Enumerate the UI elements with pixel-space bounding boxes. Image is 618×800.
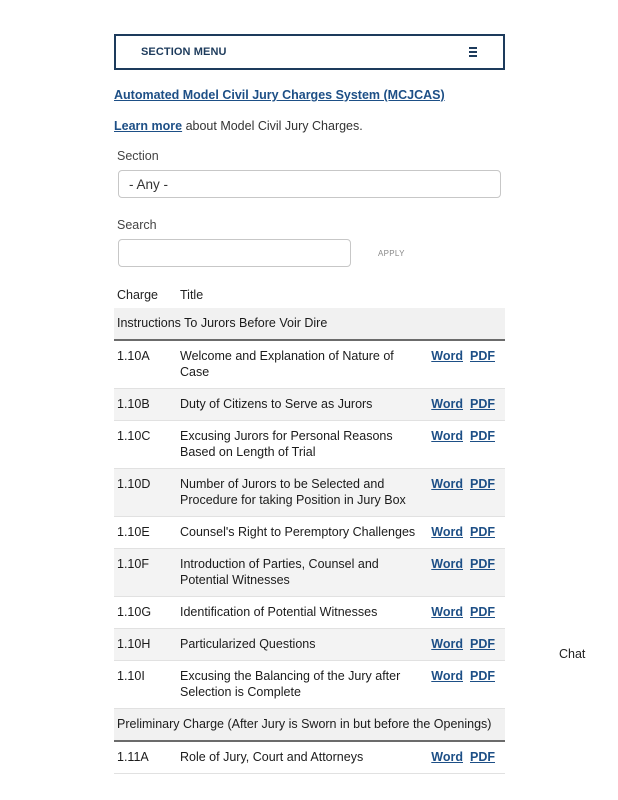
charge-title: Introduction of Parties, Counsel and Potential Witnesses: [177, 549, 428, 597]
section-select[interactable]: [118, 170, 501, 198]
chat-button[interactable]: Chat: [559, 647, 586, 661]
download-links: [428, 421, 505, 469]
charge-title: Duty of Citizens to Serve as Jurors: [177, 389, 428, 421]
charge-title: Excusing the Balancing of the Jury after Selection is Complete: [177, 661, 428, 709]
word-link[interactable]: Word: [431, 557, 463, 571]
table-row: [114, 629, 505, 661]
pdf-link[interactable]: PDF: [470, 557, 495, 571]
charge-number: 1.10D: [114, 469, 177, 517]
word-link[interactable]: Word: [431, 397, 463, 411]
table-row: [114, 469, 505, 517]
pdf-link[interactable]: PDF: [470, 637, 495, 651]
charge-number: 1.10C: [114, 421, 177, 469]
charge-title: Welcome and Explanation of Nature of Case: [177, 340, 428, 389]
section-menu-label: SECTION MENU: [141, 46, 227, 58]
table-body: [114, 308, 505, 774]
header-title: Title: [180, 288, 204, 302]
download-links: [428, 389, 505, 421]
word-link[interactable]: Word: [431, 637, 463, 651]
pdf-link[interactable]: PDF: [470, 397, 495, 411]
charge-number: 1.11A: [114, 741, 177, 774]
learn-more-link[interactable]: Learn more: [114, 119, 183, 133]
charge-number: 1.10A: [114, 340, 177, 389]
charge-title: Counsel's Right to Peremptory Challenges: [177, 517, 428, 549]
word-link[interactable]: Word: [431, 669, 463, 683]
download-links: [428, 517, 505, 549]
download-links: [428, 340, 505, 389]
header-charge: Charge: [117, 288, 158, 302]
main-content: [114, 34, 505, 774]
table-row: [114, 421, 505, 469]
pdf-link[interactable]: PDF: [470, 429, 495, 443]
table-row: [114, 741, 505, 774]
table-header-row: [114, 281, 505, 308]
charge-title: Excusing Jurors for Personal Reasons Based on Length of Trial: [177, 421, 428, 469]
charge-number: 1.10G: [114, 597, 177, 629]
charge-title: Number of Jurors to be Selected and Procedure for taking Position in Jury Box: [177, 469, 428, 517]
search-label: Search: [117, 218, 157, 232]
search-row: [114, 239, 505, 267]
pdf-link[interactable]: PDF: [470, 525, 495, 539]
section-select-value: - Any -: [129, 176, 169, 192]
download-links: [428, 597, 505, 629]
group-title: Instructions To Jurors Before Voir Dire: [114, 308, 505, 340]
download-links: [428, 741, 505, 774]
word-link[interactable]: Word: [431, 605, 463, 619]
charge-number: 1.10H: [114, 629, 177, 661]
header-links: [428, 281, 505, 308]
table-row: [114, 517, 505, 549]
download-links: [428, 661, 505, 709]
charge-title: Particularized Questions: [177, 629, 428, 661]
section-filter-label: Section: [117, 149, 159, 163]
table-row: [114, 389, 505, 421]
apply-button[interactable]: APPLY: [378, 248, 405, 258]
section-menu-button[interactable]: [114, 34, 505, 70]
learn-more-text: [114, 119, 505, 133]
download-links: [428, 549, 505, 597]
word-link[interactable]: Word: [431, 525, 463, 539]
pdf-link[interactable]: PDF: [470, 349, 495, 363]
pdf-link[interactable]: PDF: [470, 669, 495, 683]
mcjcas-link[interactable]: Automated Model Civil Jury Charges System (MCJCAS): [114, 88, 445, 102]
table-row: [114, 661, 505, 709]
pdf-link[interactable]: PDF: [470, 750, 495, 764]
charge-number: 1.10I: [114, 661, 177, 709]
learn-more-rest: about Model Civil Jury Charges.: [182, 119, 363, 133]
word-link[interactable]: Word: [431, 750, 463, 764]
charge-number: 1.10B: [114, 389, 177, 421]
search-input[interactable]: [118, 239, 351, 267]
download-links: [428, 629, 505, 661]
charge-number: 1.10E: [114, 517, 177, 549]
pdf-link[interactable]: PDF: [470, 605, 495, 619]
charge-title: Role of Jury, Court and Attorneys: [177, 741, 428, 774]
word-link[interactable]: Word: [431, 349, 463, 363]
pdf-link[interactable]: PDF: [470, 477, 495, 491]
group-title: Preliminary Charge (After Jury is Sworn in but before the Openings): [114, 709, 505, 742]
group-row: [114, 308, 505, 340]
table-row: [114, 597, 505, 629]
download-links: [428, 469, 505, 517]
hamburger-icon: [469, 47, 477, 57]
group-row: [114, 709, 505, 742]
charges-table: [114, 281, 505, 774]
charge-title: Identification of Potential Witnesses: [177, 597, 428, 629]
table-row: [114, 549, 505, 597]
charge-number: 1.10F: [114, 549, 177, 597]
word-link[interactable]: Word: [431, 429, 463, 443]
table-row: [114, 340, 505, 389]
word-link[interactable]: Word: [431, 477, 463, 491]
